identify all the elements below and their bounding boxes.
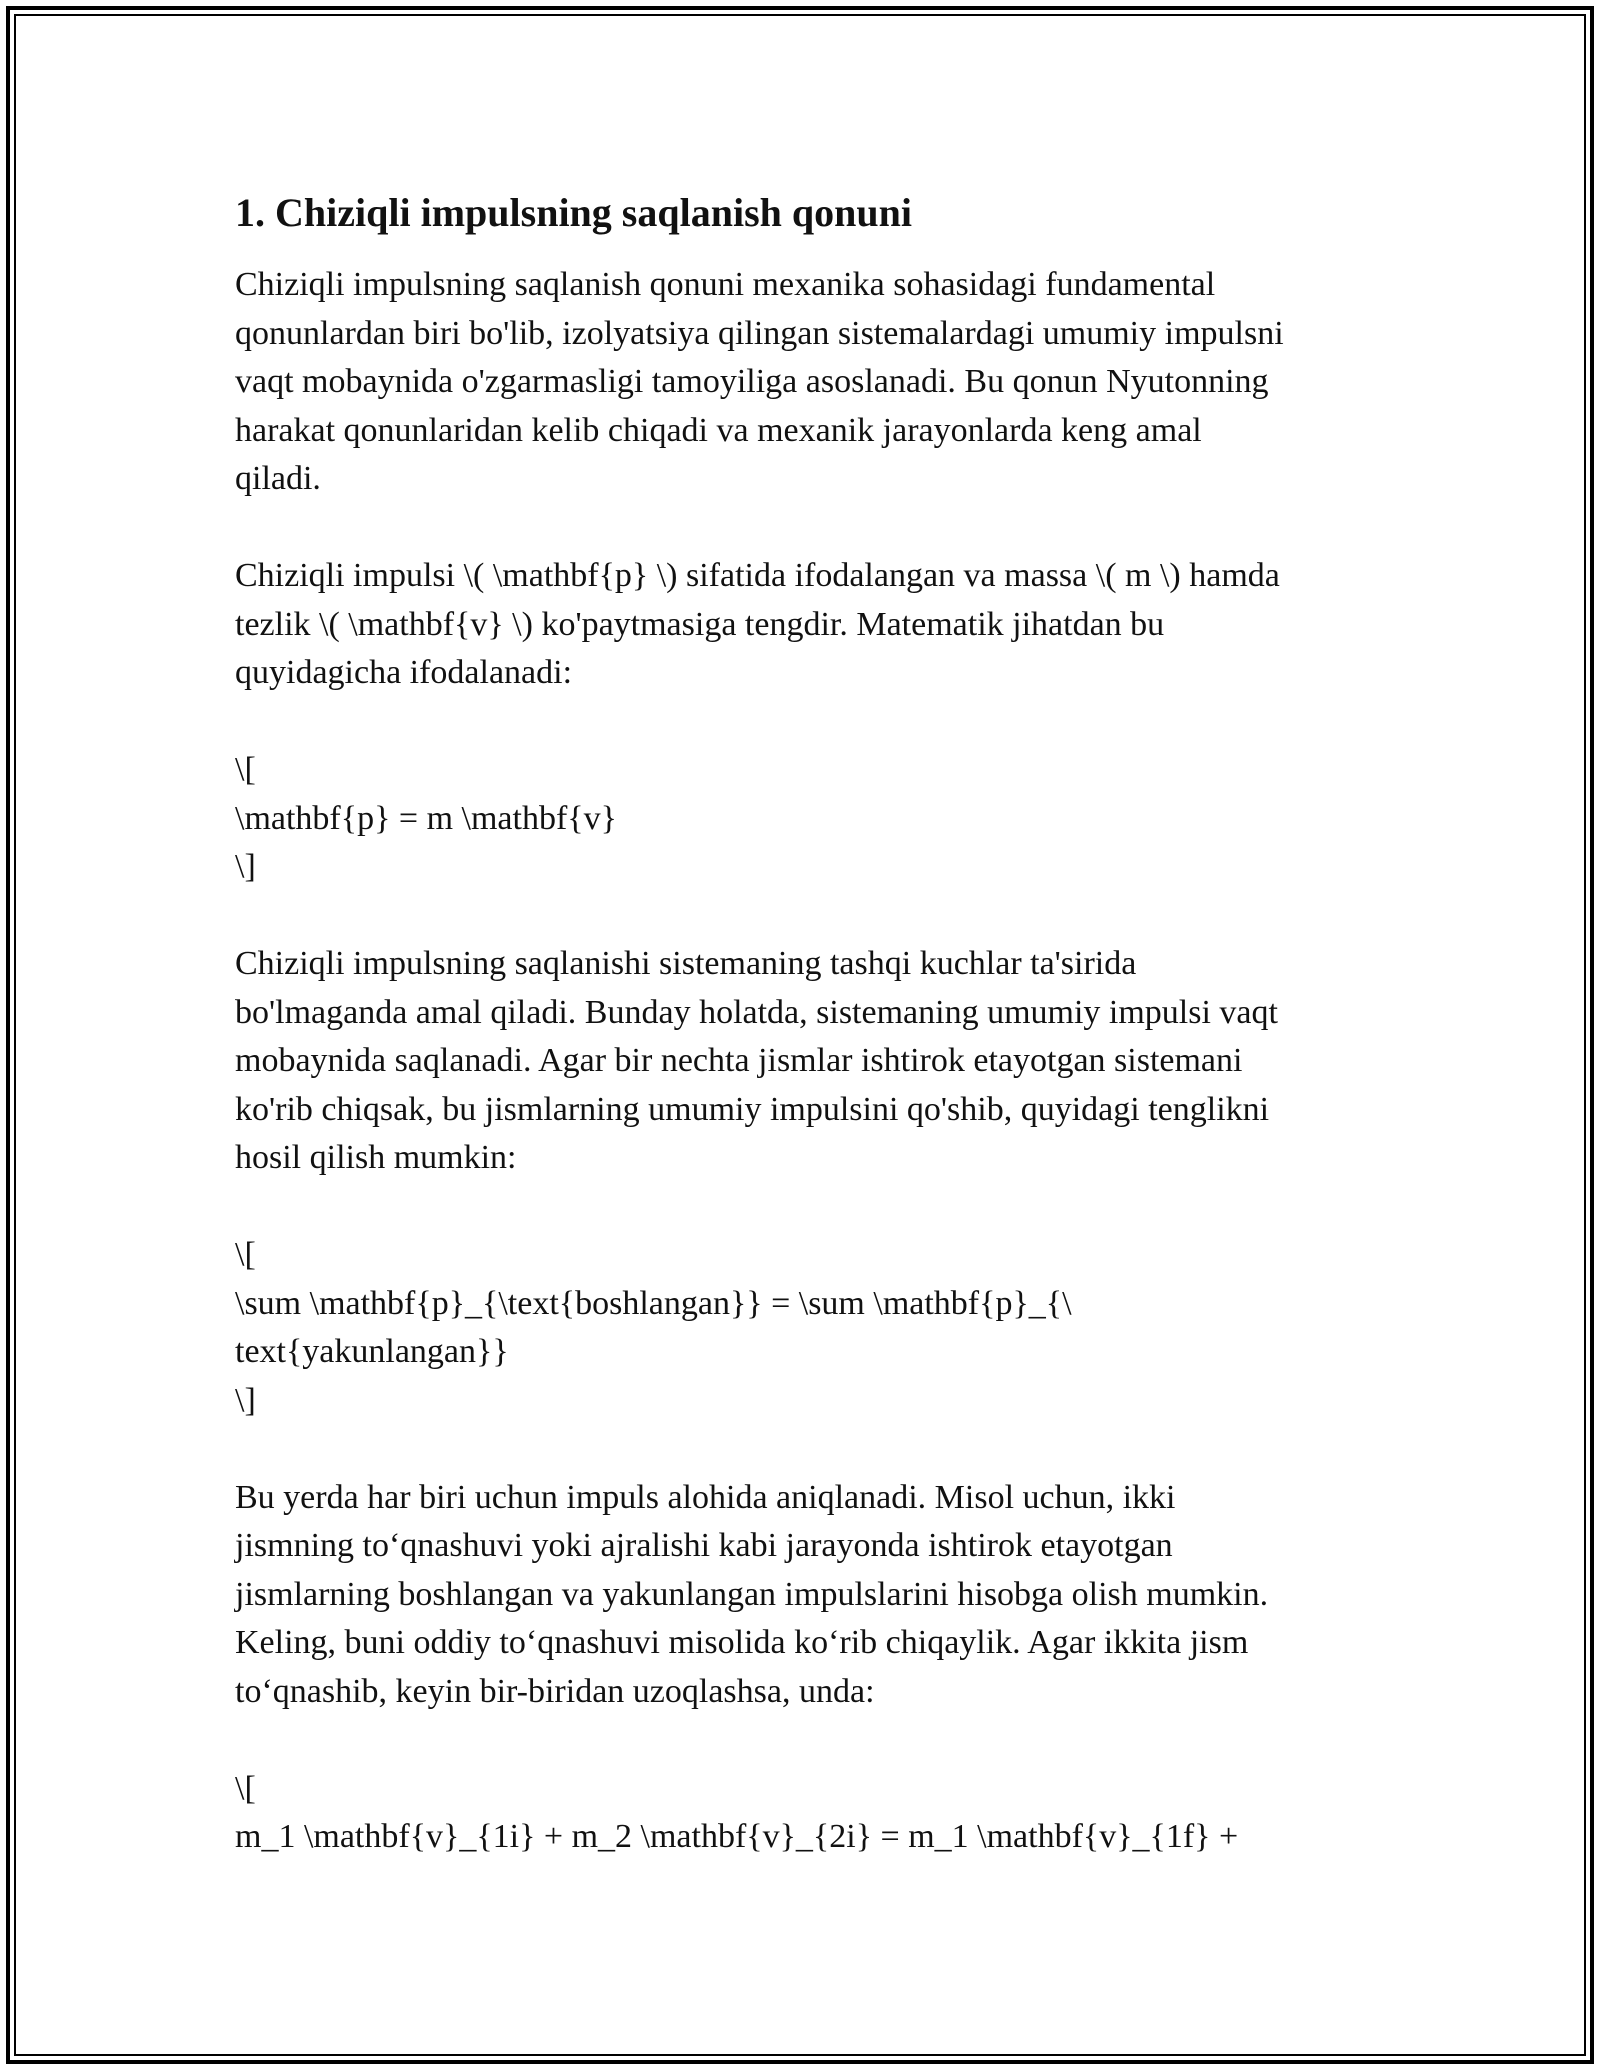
text-line: qiladi. — [235, 460, 321, 497]
text-line: tezlik \( \mathbf{v} \) ko'paytmasiga tengdir. Matematik jihatdan bu — [235, 605, 1165, 643]
text-line: harakat qonunlaridan kelib chiqadi va mexanik jarayonlarda keng amal — [235, 411, 1202, 449]
paragraph-intro — [235, 261, 1375, 504]
text-line: qonunlardan biri bo'lib, izolyatsiya qilingan sistemalardagi umumiy impulsni — [235, 314, 1284, 352]
text-line: hosil qilish mumkin: — [235, 1139, 517, 1176]
text-line: Bu yerda har biri uchun impuls alohida aniqlanadi. Misol uchun, ikki — [235, 1478, 1176, 1516]
equation-collision — [235, 1765, 1375, 1862]
text-line: Chiziqli impulsning saqlanishi sistemaning tashqi kuchlar ta'sirida — [235, 945, 1137, 982]
text-line: Chiziqli impulsning saqlanish qonuni mexanika sohasidagi fundamental — [235, 266, 1216, 303]
document-body — [235, 185, 1375, 1910]
equation-line: \mathbf{p} = m \mathbf{v} — [235, 799, 617, 837]
paragraph-conservation — [235, 940, 1375, 1183]
equation-sum — [235, 1231, 1375, 1425]
equation-line: \[ — [235, 1769, 256, 1807]
text-line: mobaynida saqlanadi. Agar bir nechta jismlar ishtirok etayotgan sistemani — [235, 1042, 1243, 1079]
paragraph-definition — [235, 552, 1375, 698]
text-line: quyidagicha ifodalanadi: — [235, 654, 573, 691]
equation-line: m_1 \mathbf{v}_{1i} + m_2 \mathbf{v}_{2i} = m_1 \mathbf{v}_{1f} + — [235, 1818, 1239, 1855]
equation-line: \[ — [235, 1236, 256, 1273]
text-line: to‘qnashib, keyin bir-biridan uzoqlashsa, unda: — [235, 1672, 875, 1710]
text-line: Keling, buni oddiy to‘qnashuvi misolida ko‘rib chiqaylik. Agar ikkita jism — [235, 1624, 1249, 1661]
text-line: vaqt mobaynida o'zgarmasligi tamoyiliga asoslanadi. Bu qonun Nyutonning — [235, 363, 1269, 400]
text-line: jismning to‘qnashuvi yoki ajralishi kabi jarayonda ishtirok etayotgan — [235, 1527, 1173, 1564]
equation-line: \] — [235, 848, 256, 885]
section-heading: 1. Chiziqli impulsning saqlanish qonuni — [235, 190, 912, 235]
text-line: jismlarning boshlangan va yakunlangan impulslarini hisobga olish mumkin. — [235, 1575, 1269, 1613]
equation-line: \] — [235, 1381, 256, 1419]
equation-line: \[ — [235, 751, 256, 788]
equation-line: \sum \mathbf{p}_{\text{boshlangan}} = \sum \mathbf{p}_{\ — [235, 1284, 1072, 1322]
text-line: bo'lmaganda amal qiladi. Bunday holatda, sistemaning umumiy impulsi vaqt — [235, 993, 1278, 1031]
text-line: Chiziqli impulsi \( \mathbf{p} \) sifatida ifodalangan va massa \( m \) hamda — [235, 557, 1280, 594]
equation-line: text{yakunlangan}} — [235, 1333, 509, 1370]
text-line: ko'rib chiqsak, bu jismlarning umumiy impulsini qo'shib, quyidagi tenglikni — [235, 1090, 1270, 1128]
paragraph-collision — [235, 1474, 1375, 1717]
equation-momentum — [235, 746, 1375, 892]
